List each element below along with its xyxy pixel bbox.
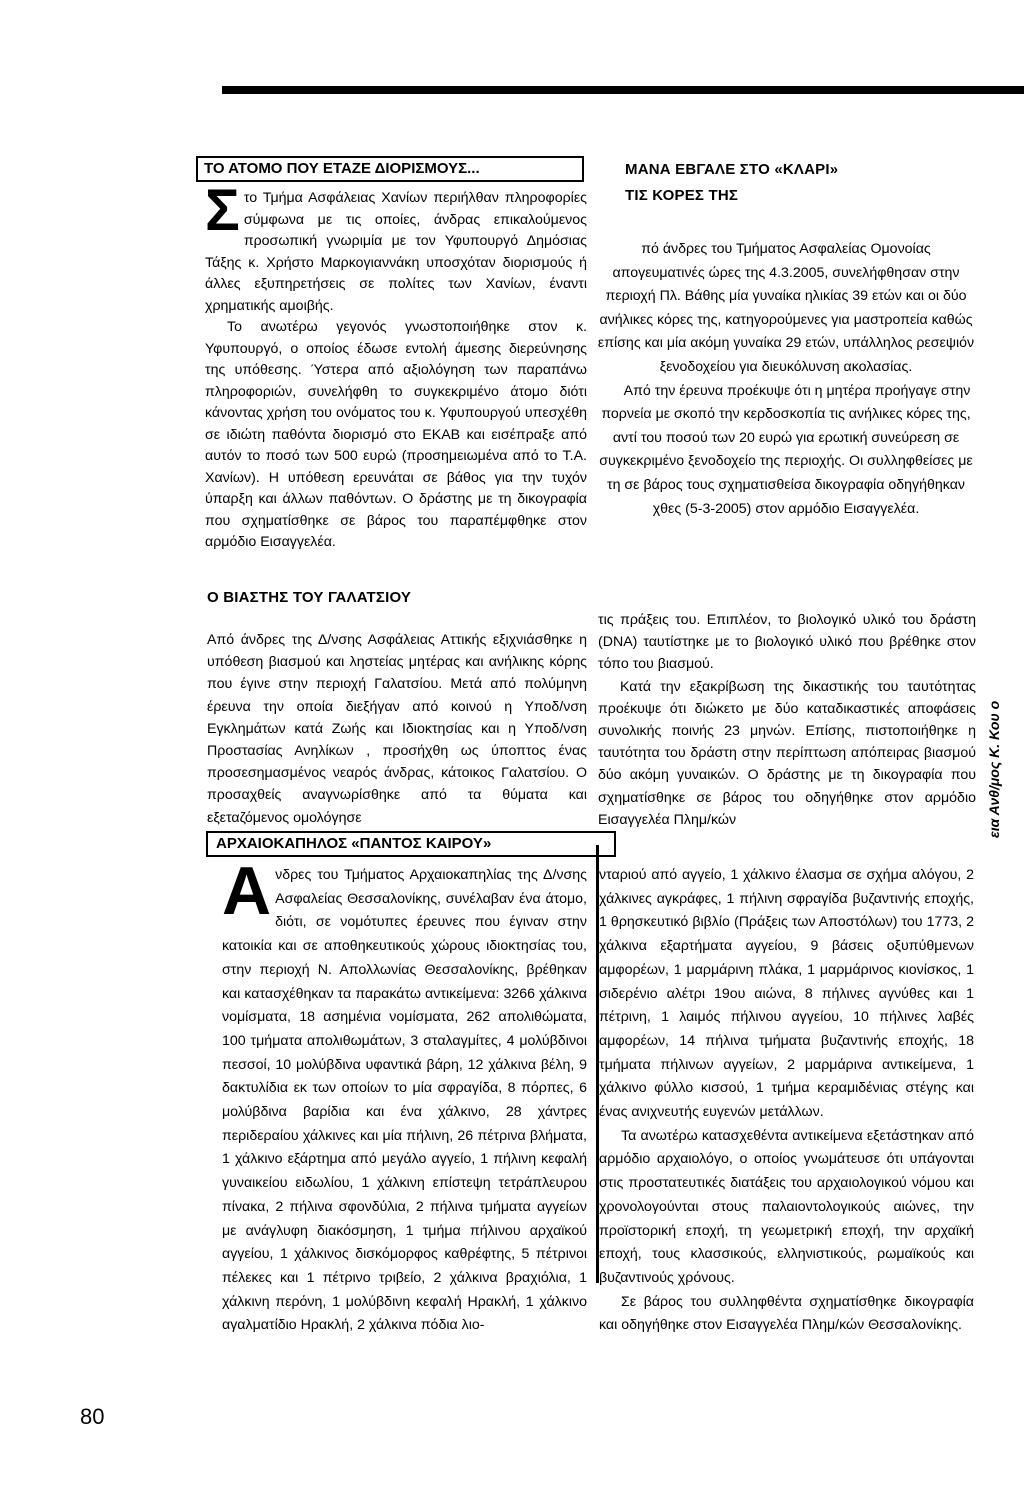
article2-para1: πό άνδρες του Τμήματος Ασφαλείας Ομονοίας απογευματινές ώρες της 4.3.2005, συνελήφθησαν στην περιοχή Πλ. Βάθης μία γυναίκα ηλικίας 39 ετών και οι δύο ανήλικες κόρες της, κατηγορούμενες για μαστροπεία καθώς επίσης και μία ακόμη γυναίκα 29 ετών, υπάλληλος ρεσεψιόν ξενοδοχείου για διευκόλυνση ακολασίας. [597,241,975,375]
article3-para3: Κατά την εξακρίβωση της δικαστικής του ταυτότητας προέκυψε ότι διώκετο με δύο καταδικαστικές αποφάσεις συνολικής ποινής 23 μηνών. Επίσης, πιστοποιήθηκε η ταυτότητα του δράστη στην περίπτωση απόπειρας βιασμού δύο ακόμη γυναικών. Ο δράστης με τη δικογραφία που σχηματίσθηκε σε βάρος του οδηγήθηκε στον αρμόδιο Εισαγγελέα Πλημ/κών [598,678,976,828]
article3-title: Ο ΒΙΑΣΤΗΣ ΤΟΥ ΓΑΛΑΤΣΙΟΥ [207,589,412,606]
article2-title-line1: ΜΑΝΑ ΕΒΓΑΛΕ ΣΤΟ «ΚΛΑΡΙ» [625,161,839,178]
article1-para2: Το ανωτέρω γεγονός γνωστοποιήθηκε στον κ. Υφυπουργό, ο οποίος έδωσε εντολή άμεσης διερεύνησης της υπόθεσης. Ύστερα από αξιολόγηση των παραπάνω πληροφοριών, συνελήφθη το συγκεκριμένο άτομο διότι κάνοντας χρήση του ονόματος του κ. Υφυπουργού υπεσχέθη σε ιδιώτη παθόντα διορισμό στο ΕΚΑΒ και εισέπραξε από αυτόν το ποσό των 500 ευρώ (προσημειωμένα από το Τ.Α. Χανίων). Η υπόθεση ερευνάται σε βάθος για την τυχόν ύπαρξη και άλλων παθόντων. Ο δράστης με τη δικογραφία που σχηματίσθηκε σε βάρος του παραπέμφθηκε στον αρμόδιο Εισαγγελέα. [205,319,587,550]
article4-title: ΑΡΧΑΙΟΚΑΠΗΛΟΣ «ΠΑΝΤΟΣ ΚΑΙΡΟΥ» [206,831,616,857]
article4-para4: Σε βάρος του συλληφθέντα σχηματίσθηκε δικογραφία και οδηγήθηκε στον Εισαγγελέα Πλημ/κών Θεσσαλονίκης. [599,1293,974,1334]
photo-credit: εια Ανθ/μος Κ. Κου ο [986,700,1002,838]
article4-para3: Τα ανωτέρω κατασχεθέντα αντικείμενα εξετάστηκαν από αρμόδιο αρχαιολόγο, ο οποίος γνωμάτευσε ότι υπάγονται στις προστατευτικές διατάξεις του αρχαιολογικού νόμου και χρονολογούνται στους παλαιοντολογικούς αιώνες, την προϊστορική εποχή, τη γεωμετρική εποχή, την αρχαϊκή εποχή, τους κλασσικούς, ελληνιστικούς, ρωμαϊκούς και βυζαντινούς χρόνους. [599,1127,974,1286]
article1-dropcap: Σ [205,178,240,243]
article4-para1: νδρες του Τμήματος Αρχαιοκαπηλίας της Δ/νσης Ασφαλείας Θεσσαλονίκης, συνέλαβαν ένα άτομο, διότι, σε νομότυπες έρευνες που έγιναν στην κατοικία και σε αποθηκευτικούς χώρους ιδιοκτησίας του, στην περιοχή Ν. Απολλωνίας Θεσσαλονίκης, βρέθηκαν και κατασχέθηκαν τα παρακάτω αντικείμενα: 3266 χάλκινα νομίσματα, 18 ασημένια νομίσματα, 262 απολιθώματα, 100 τμήματα απολιθωμάτων, 3 σταλαγμίτες, 4 μολύβδινοι πεσσοί, 10 μολύβδινα υφαντικά βάρη, 12 χάλκινα βέλη, 9 δακτυλίδια εκ των οποίων το μία σφραγίδα, 8 πόρπες, 6 μολύβδινα βαρίδια και ένα χάλκινο, 28 χάντρες περιδεραίου χάλκινες και μία πήλινη, 26 πέτρινα βλήματα, 1 χάλκινο εξάρτημα από μεγάλο αγγείο, 1 πήλινη κεφαλή γυναικείου ειδωλίου, 1 χάλκινη επίστεψη τετράπλευρου πίνακα, 2 πήλινα σφονδύλια, 2 πήλινα τμήματα αγγείων με ανάγλυφη διακόσμηση, 1 τμήμα πήλινου αρχαϊκού αγγείου, 1 χάλκινος δισκόμορφος καθρέφτης, 5 πέτρινοι πέλεκες και 1 πέτρινο τριβείο, 2 χάλκινα βραχιόλια, 1 χάλκινη περόνη, 1 μολύβδινη κεφαλή Ηρακλή, 1 χάλκινο αγαλματίδιο Ηρακλή, 2 χάλκινα πόδια λιο- [222,867,587,1334]
article4-dropcap: Α [222,853,272,929]
article4-para2: νταριού από αγγείο, 1 χάλκινο έλασμα σε σχήμα αλόγου, 2 χάλκινες αγκράφες, 1 πήλινη σφραγίδα βυζαντινής εποχής, 1 θρησκευτικό βιβλίο (Πράξεις των Αποστόλων) του 1773, 2 χάλκινα εξαρτήματα αγγείου, 9 βάσεις οξυπύθμενων αμφορέων, 1 μαρμάρινη πλάκα, 1 μαρμάρινος κιονίσκος, 1 σιδερένιο αλέτρι 19ου αιώνα, 8 πήλινες αγνύθες και 1 πέτρινη, 1 λαιμός πήλινου αγγείου, 10 πήλινες λαβές αμφορέων, 14 πήλινα τμήματα βυζαντινής εποχής, 18 τμήματα πήλινων αγγείων, 2 μαρμάρινα αντικείμενα, 1 χάλκινο φύλλο κισσού, 1 τμήμα κεραμιδένιας στέγης και ένας ανιχνευτής ευγενών μετάλλων. [599,867,974,1121]
article2-body [597,238,975,521]
page-number: 80 [80,1404,105,1429]
article2-title-line2: ΤΙΣ ΚΟΡΕΣ ΤΗΣ [625,187,739,204]
article1-title: ΤΟ ΑΤΟΜΟ ΠΟΥ ΕΤΑΖΕ ΔΙΟΡΙΣΜΟΥΣ... [196,156,584,182]
top-bar [222,86,1024,94]
article3-col1 [207,629,587,829]
article3-para2: τις πράξεις του. Επιπλέον, το βιολογικό υλικό του δράστη (DNA) ταυτίστηκε με το βιολογικό υλικό που βρέθηκε στον τόπο του βιασμού. [598,612,976,673]
article2-para2: Από την έρευνα προέκυψε ότι η μητέρα προήγαγε στην πορνεία με σκοπό την κερδοσκοπία τις ανήλικες κόρες της, αντί του ποσού των 20 ευρώ για ερωτική συνεύρεση σε συγκεκριμένο ξενοδοχείο της περιοχής. Οι συλληφθείσες με τη σε βάρος τους σχηματισθείσα δικογραφία οδηγήθηκαν χθες (5-3-2005) στον αρμόδιο Εισαγγελέα. [599,382,973,517]
article3-col2 [598,609,976,831]
article4-col2 [599,864,974,1338]
article1-para1: το Τμήμα Ασφάλειας Χανίων περιήλθαν πληροφορίες σύμφωνα με τις οποίες, άνδρας επικαλούμενος προσωπική γνωριμία με τον Υφυπουργό Δημόσιας Τάξης κ. Χρήστο Μαρκογιαννάκη υποσχόταν διορισμούς ή άλλες εξυπηρετήσεις σε πολίτες των Χανίων, έναντι χρηματικής αμοιβής. [205,190,587,314]
article1-body [205,178,587,554]
article4-col1 [222,853,587,1338]
article3-para1: Από άνδρες της Δ/νσης Ασφάλειας Αττικής εξιχνιάσθηκε η υπόθεση βιασμού και ληστείας μητέρας και ανήλικης κόρης που έγινε στην περιοχή Γαλατσίου. Μετά από πολύμηνη έρευνα την οποία διεξήγαν από κοινού η Υποδ/νση Εγκλημάτων κατά Ζωής και Ιδιοκτησίας και η Υποδ/νση Προστασίας Ανηλίκων , προσήχθη ως ύποπτος ένας προσεσημασμένος νεαρός άνδρας, κάτοικος Γαλατσίου. Ο προσαχθείς αναγνωρίσθηκε από τα θύματα και εξεταζόμενος ομολόγησε [207,632,587,826]
